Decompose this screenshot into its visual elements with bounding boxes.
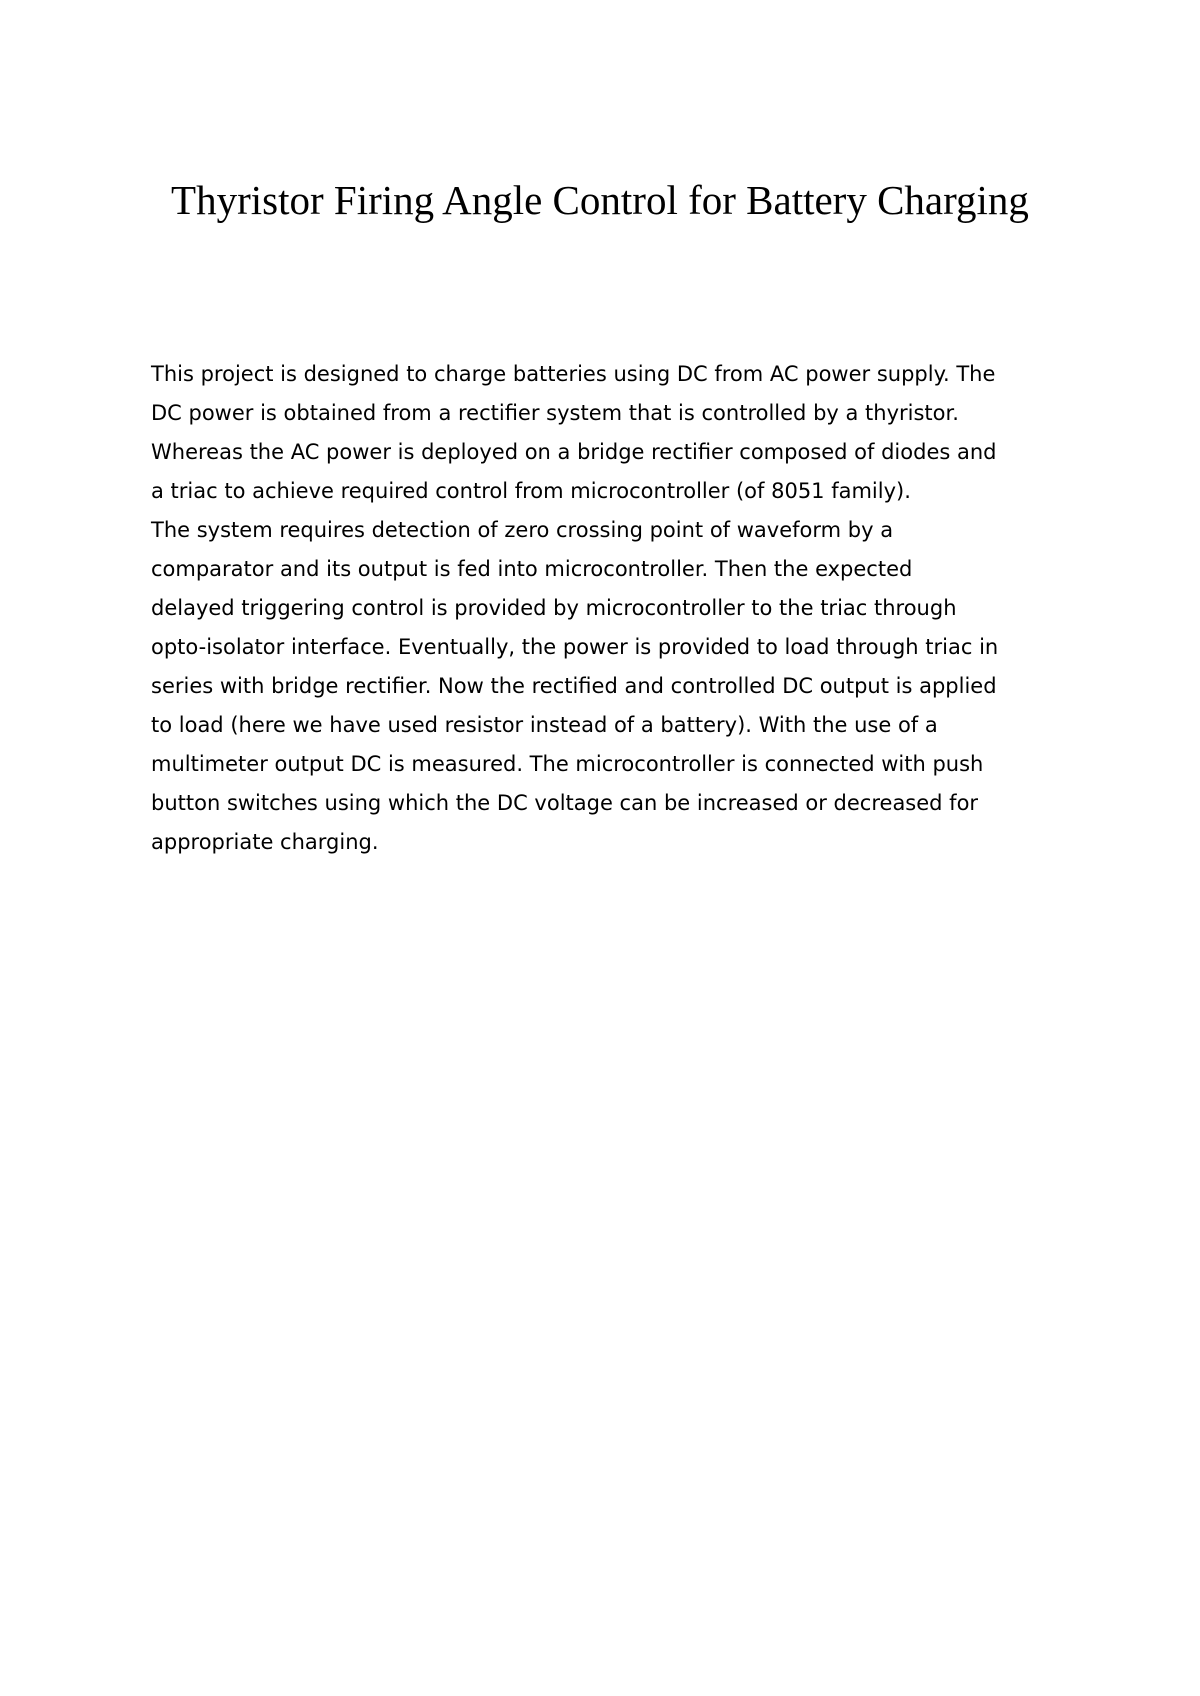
text-line: series with bridge rectifier. Now the rectified and controlled DC output is applied	[151, 674, 997, 698]
text-line: appropriate charging.	[151, 830, 379, 854]
text-line: The system requires detection of zero crossing point of waveform by a	[151, 518, 894, 542]
text-line: multimeter output DC is measured. The microcontroller is connected with push	[151, 752, 984, 776]
text-line: a triac to achieve required control from microcontroller (of 8051 family).	[151, 479, 911, 503]
text-line: Whereas the AC power is deployed on a bridge rectifier composed of diodes and	[151, 440, 997, 464]
body-paragraph	[151, 355, 1071, 862]
text-line: comparator and its output is fed into microcontroller. Then the expected	[151, 557, 913, 581]
text-line: button switches using which the DC voltage can be increased or decreased for	[151, 791, 979, 815]
text-line: delayed triggering control is provided by microcontroller to the triac through	[151, 596, 957, 620]
text-line: to load (here we have used resistor instead of a battery). With the use of a	[151, 713, 938, 737]
text-line: opto-isolator interface. Eventually, the power is provided to load through triac in	[151, 635, 999, 659]
document-title: Thyristor Firing Angle Control for Battery Charging	[171, 177, 1029, 223]
text-line: This project is designed to charge batteries using DC from AC power supply. The	[151, 362, 996, 386]
text-line: DC power is obtained from a rectifier system that is controlled by a thyristor.	[151, 401, 959, 425]
